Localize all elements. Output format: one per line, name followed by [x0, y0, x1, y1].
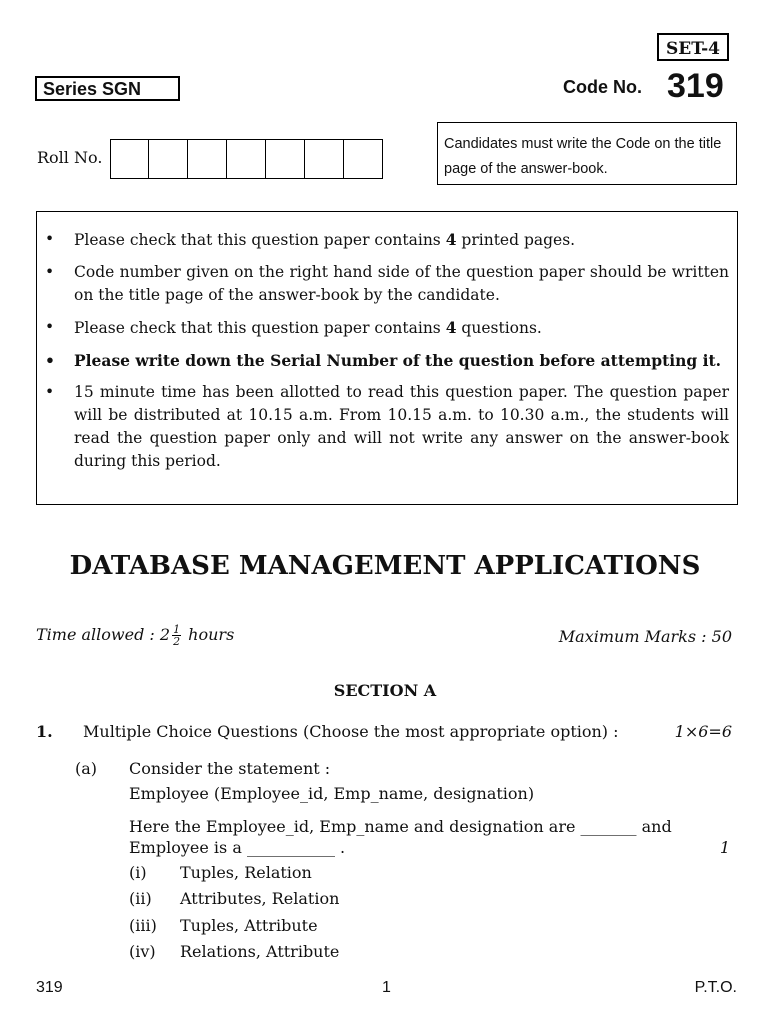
instruction-text: questions. [456, 319, 542, 337]
question-marks: 1×6=6 [674, 722, 732, 741]
roll-number-cell[interactable] [266, 139, 305, 179]
candidate-note: Candidates must write the Code on the title page of the answer-book. [437, 122, 737, 185]
part-line-1: Consider the statement : [129, 759, 331, 778]
instruction-text: Please check that this question paper contains [74, 231, 446, 249]
fraction-numerator: 1 [173, 623, 181, 636]
series-label: Series SGN [35, 76, 180, 101]
option-label: (iv) [129, 942, 156, 961]
instruction-item [45, 316, 729, 340]
time-fraction [172, 624, 181, 647]
time-allowed [36, 624, 234, 647]
option-text: Attributes, Relation [180, 889, 340, 908]
instructions-list [45, 228, 729, 473]
question-text: Multiple Choice Questions (Choose the most appropriate option) : [83, 722, 619, 741]
option-label: (i) [129, 863, 147, 882]
pto-label: P.T.O. [694, 979, 737, 996]
roll-number-cell[interactable] [227, 139, 266, 179]
bullet-icon: • [45, 318, 55, 336]
instruction-emphasis: 4 [445, 318, 457, 337]
paper-title: DATABASE MANAGEMENT APPLICATIONS [69, 551, 701, 581]
part-line-3: Here the Employee_id, Emp_name and designation are _______ and [129, 817, 672, 836]
maximum-marks: Maximum Marks : 50 [558, 627, 732, 646]
roll-label: Roll No. [37, 148, 103, 167]
roll-number-cell[interactable] [149, 139, 188, 179]
bullet-icon: • [45, 230, 55, 248]
section-heading: SECTION A [333, 681, 437, 700]
part-label: (a) [75, 759, 98, 778]
bullet-icon: • [45, 351, 55, 370]
part-line-2: Employee (Employee_id, Emp_name, designation) [129, 784, 535, 803]
set-label: SET-4 [657, 33, 729, 61]
bullet-icon: • [45, 263, 55, 281]
instruction-text: Code number given on the right hand side of the question paper should be written on the title page of the answer-book by the candidate. [74, 263, 729, 304]
code-number: 319 [667, 67, 724, 105]
instruction-text: 15 minute time has been allotted to read this question paper. The question paper will be distributed at 10.15 a.m. From 10.15 a.m. to 10.30 a.m., the students will read the question paper only and will not write any answer on the answer-book during this period. [74, 383, 729, 470]
instruction-item [45, 261, 729, 307]
fraction-denominator: 2 [173, 635, 181, 648]
code-label: Code No. [563, 77, 642, 97]
time-suffix: hours [188, 625, 235, 644]
instruction-text: Please write down the Serial Number of the question before attempting it. [74, 351, 722, 370]
instruction-item [45, 349, 729, 372]
roll-number-boxes [110, 139, 383, 179]
roll-number-cell[interactable] [110, 139, 149, 179]
option-label: (iii) [129, 916, 157, 935]
instruction-item [45, 228, 729, 252]
part-marks: 1 [719, 838, 730, 857]
page-number: 1 [382, 979, 391, 996]
part-line-4: Employee is a ___________ . [129, 838, 346, 857]
instruction-text: printed pages. [456, 231, 576, 249]
roll-number-cell[interactable] [344, 139, 383, 179]
instructions-box [36, 211, 738, 505]
question-number: 1. [36, 722, 53, 741]
option-text: Tuples, Relation [180, 863, 312, 882]
instruction-emphasis: 4 [445, 230, 457, 249]
roll-number-cell[interactable] [188, 139, 227, 179]
roll-number-cell[interactable] [305, 139, 344, 179]
option-label: (ii) [129, 889, 152, 908]
bullet-icon: • [45, 383, 55, 401]
instruction-text: Please check that this question paper contains [74, 319, 446, 337]
footer-code: 319 [36, 979, 63, 996]
option-text: Tuples, Attribute [180, 916, 318, 935]
time-prefix: Time allowed : 2 [36, 625, 171, 644]
option-text: Relations, Attribute [180, 942, 340, 961]
instruction-item [45, 381, 729, 473]
